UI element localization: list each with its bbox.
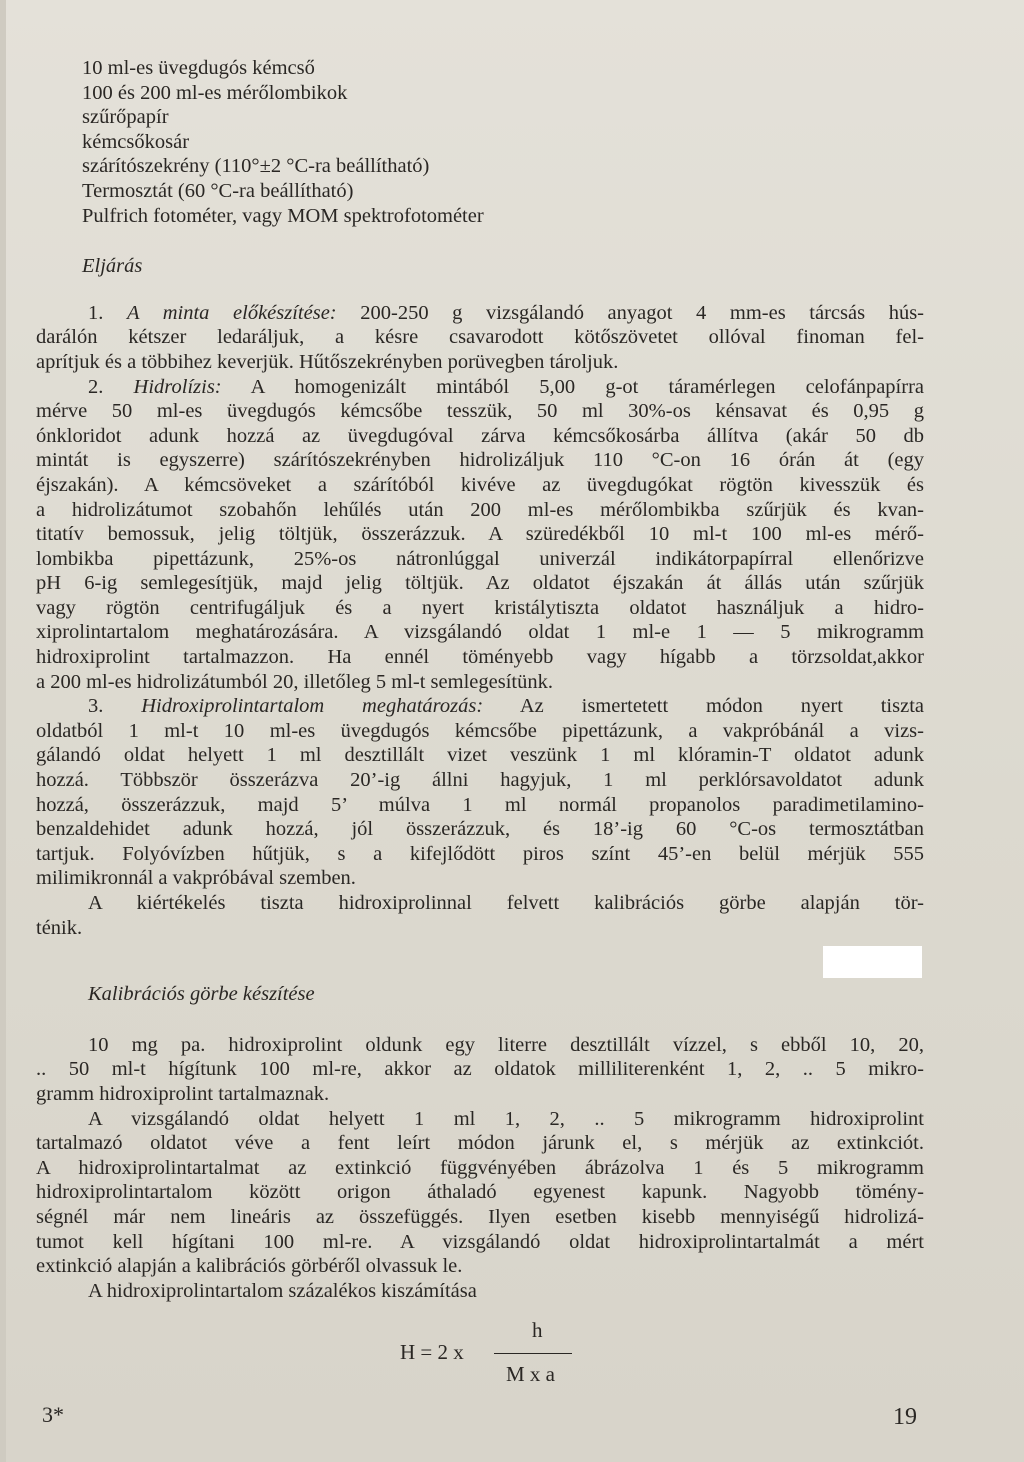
formula-denominator: M x a bbox=[506, 1362, 555, 1386]
equipment-item: kémcsőkosár bbox=[82, 130, 190, 153]
formula-lhs: H = 2 x bbox=[400, 1340, 464, 1364]
calibration-paragraph-1 bbox=[36, 1033, 924, 1107]
paragraph-text: 10 mg pa. hidroxiprolint oldunk egy literre desztillált vízzel, s ebből 10, 20, bbox=[88, 1033, 924, 1056]
step-text: vagy rögtön centrifugáljuk és a nyert kristálytiszta oldatot használjuk a hidro- bbox=[36, 596, 924, 619]
step-number: 2. bbox=[88, 375, 104, 398]
step-text: hozzá. Többször összerázva 20’-ig állni hagyjuk, 1 ml perklórsavoldatot adunk bbox=[36, 769, 924, 792]
step-text: oldatból 1 ml-t 10 ml-es üvegdugós kémcsőbe pipettázunk, a vakpróbánál a vizs- bbox=[36, 719, 924, 742]
step-text: A homogenizált mintából 5,00 g-ot táramérlegen celofánpapírra bbox=[250, 375, 925, 398]
evaluation-paragraph bbox=[36, 891, 924, 940]
calibration-paragraph-2 bbox=[36, 1107, 924, 1279]
paragraph-text: tartalmazó oldatot véve a fent leírt módon járunk el, s mérjük az extinkciót. bbox=[36, 1132, 924, 1155]
step-title: Hidroxiprolintartalom meghatározás: bbox=[141, 695, 484, 718]
paragraph-text: A kiértékelés tiszta hidroxiprolinnal felvett kalibrációs görbe alapján tör- bbox=[88, 892, 924, 914]
step-title: Hidrolízis: bbox=[133, 375, 222, 398]
step-text: lombikba pipettázunk, 25%-os nátronlúggal univerzál indikátorpapírral ellenőrizve bbox=[36, 547, 924, 570]
step-text: aprítjuk és a többihez keverjük. Hűtőszekrényben porüvegben tároljuk. bbox=[36, 350, 619, 373]
step-text: milimikronnál a vakpróbával szemben. bbox=[36, 867, 356, 890]
section-heading-calibration: Kalibrációs görbe készítése bbox=[88, 983, 315, 1006]
equipment-item: 100 és 200 ml-es mérőlombikok bbox=[82, 81, 348, 104]
step-text: ónkloridot adunk hozzá az üvegdugóval zárva kémcsőkosárba állítva (akár 50 db bbox=[36, 424, 924, 447]
step-3 bbox=[36, 694, 924, 891]
document-body bbox=[36, 56, 924, 1303]
step-text: a hidrolizátumot szobahőn lehűlés után 200 ml-es mérőlombikba szűrjük és kvan- bbox=[36, 498, 924, 521]
step-text: darálón kétszer ledaráljuk, a késre csavarodott kötőszövetet ollóval finoman fel- bbox=[36, 326, 924, 349]
page-edge bbox=[0, 0, 6, 1462]
paragraph-text: tumot kell hígítani 100 ml-re. A vizsgálandó oldat hidroxiprolintartalmát a mért bbox=[36, 1230, 924, 1253]
step-text: benzaldehidet adunk hozzá, jól összerázzuk, és 18’-ig 60 °C-os termosztátban bbox=[36, 818, 924, 841]
step-title: A minta előkészítése: bbox=[126, 301, 337, 324]
paragraph-text: gramm hidroxiprolint tartalmaznak. bbox=[36, 1082, 330, 1105]
blank-patch bbox=[823, 946, 922, 978]
equipment-item: Pulfrich fotométer, vagy MOM spektrofotométer bbox=[82, 204, 484, 227]
step-text: hidroxiprolint tartalmazzon. Ha ennél töményebb vagy hígabb a törzsoldat,akkor bbox=[36, 646, 924, 669]
equipment-item: Termosztát (60 °C-ra beállítható) bbox=[82, 179, 354, 202]
step-text: Az ismertetett módon nyert tiszta bbox=[519, 695, 924, 718]
paragraph-text: extinkció alapján a kalibrációs görbéről olvassuk le. bbox=[36, 1255, 463, 1278]
step-text: pH 6-ig semlegesítjük, majd jelig töltjük. Az oldatot éjszakán át állás után szűrjük bbox=[36, 572, 924, 595]
formula-numerator: h bbox=[532, 1318, 543, 1342]
section-heading-procedure: Eljárás bbox=[82, 255, 143, 278]
step-text: a 200 ml-es hidrolizátumból 20, illetőleg 5 ml-t semlegesítünk. bbox=[36, 670, 553, 693]
equipment-item: 10 ml-es üvegdugós kémcső bbox=[82, 57, 315, 79]
step-text: gálandó oldat helyett 1 ml desztillált vizet veszünk 1 ml klóramin-T oldatot adunk bbox=[36, 744, 924, 767]
paragraph-text: A hidroxiprolintartalom százalékos kiszámítása bbox=[88, 1279, 477, 1302]
equipment-item: szárítószekrény (110°±2 °C-ra beállítható) bbox=[82, 155, 430, 178]
signature-mark: 3* bbox=[42, 1402, 64, 1427]
step-text: titatív bemossuk, jelig töltjük, összerázzuk. A szüredékből 10 ml-t 100 ml-es mérő- bbox=[36, 523, 924, 546]
step-text: mérve 50 ml-es üvegdugós kémcsőbe tesszük, 50 ml 30%-os kénsavat és 0,95 g bbox=[36, 400, 924, 423]
fraction-bar bbox=[494, 1353, 572, 1354]
step-text: hozzá, összerázzuk, majd 5’ múlva 1 ml normál propanolos paradimetilamino- bbox=[36, 793, 924, 816]
step-1 bbox=[36, 301, 924, 375]
equipment-list bbox=[36, 56, 924, 228]
equipment-item: szűrőpapír bbox=[82, 106, 169, 129]
paragraph-text: A hidroxiprolintartalmat az extinkció függvényében ábrázolva 1 és 5 mikrogramm bbox=[36, 1156, 924, 1179]
step-text: mintát is egyszerre) szárítószekrényben hidrolizáljuk 110 °C-on 16 órán át (egy bbox=[36, 449, 924, 472]
step-number: 3. bbox=[88, 695, 104, 718]
page-number: 19 bbox=[893, 1404, 917, 1430]
paragraph-text: .. 50 ml-t hígítunk 100 ml-re, akkor az oldatok milliliterenként 1, 2, .. 5 mikro- bbox=[36, 1058, 924, 1081]
paragraph-text: ségnél már nem lineáris az összefüggés. Ilyen esetben kisebb mennyiségű hidrolizá- bbox=[36, 1205, 924, 1228]
step-text: 200-250 g vizsgálandó anyagot 4 mm-es tárcsás hús- bbox=[360, 301, 924, 324]
step-text: tartjuk. Folyóvízben hűtjük, s a kifejlődött piros színt 45’-en belül mérjük 555 bbox=[36, 842, 924, 865]
step-text: xiprolintartalom meghatározására. A vizsgálandó oldat 1 ml-e 1 — 5 mikrogramm bbox=[36, 621, 924, 644]
percentage-formula bbox=[398, 1318, 598, 1388]
paragraph-text: ténik. bbox=[36, 916, 83, 939]
paragraph-text: A vizsgálandó oldat helyett 1 ml 1, 2, .. 5 mikrogramm hidroxiprolint bbox=[88, 1107, 924, 1130]
paragraph-text: hidroxiprolintartalom között origon áthaladó egyenest kapunk. Nagyobb tömény- bbox=[36, 1181, 924, 1204]
step-number: 1. bbox=[88, 301, 104, 324]
step-text: éjszakán). A kémcsöveket a szárítóból kivéve az üvegdugókat rögtön kivesszük és bbox=[36, 473, 924, 496]
step-2 bbox=[36, 375, 924, 695]
